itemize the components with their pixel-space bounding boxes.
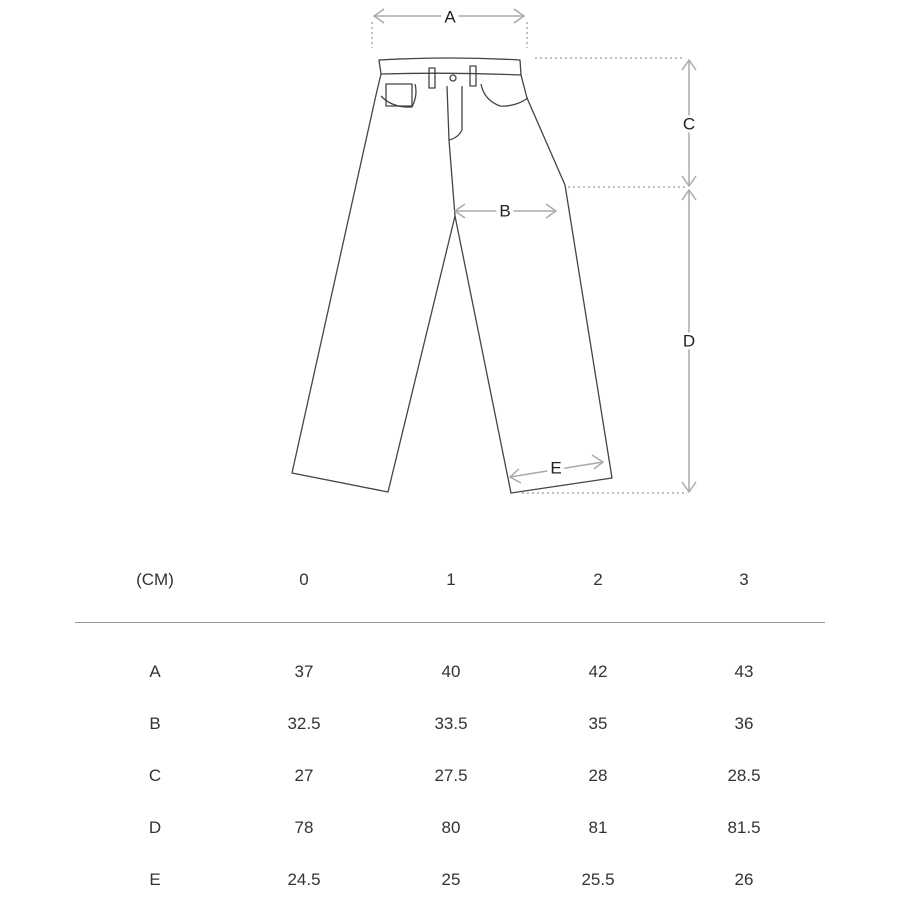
table-cell: 35	[588, 714, 608, 733]
dimension-label-e: E	[547, 460, 564, 477]
size-header: 2	[593, 570, 603, 589]
table-header-row	[75, 564, 825, 594]
table-cell: 27	[294, 766, 314, 785]
row-label: E	[149, 870, 161, 889]
table-cell: 25	[441, 870, 461, 889]
dimension-label-a: A	[441, 9, 458, 26]
table-cell: 26	[734, 870, 754, 889]
table-cell: 81	[588, 818, 608, 837]
table-row	[75, 812, 825, 842]
table-cell: 42	[588, 662, 608, 681]
size-header: 1	[446, 570, 456, 589]
table-cell: 81.5	[727, 818, 761, 837]
table-row	[75, 656, 825, 686]
table-cell: 43	[734, 662, 754, 681]
header-divider	[75, 622, 825, 623]
table-cell: 28.5	[727, 766, 761, 785]
table-row	[75, 864, 825, 894]
row-label: A	[149, 662, 161, 681]
table-cell: 24.5	[287, 870, 321, 889]
table-cell: 80	[441, 818, 461, 837]
size-header: 0	[299, 570, 309, 589]
size-header: 3	[739, 570, 749, 589]
dimension-label-c: C	[680, 116, 698, 133]
table-cell: 40	[441, 662, 461, 681]
table-cell: 25.5	[581, 870, 615, 889]
table-cell: 28	[588, 766, 608, 785]
row-label: B	[149, 714, 161, 733]
table-cell: 78	[294, 818, 314, 837]
dimension-label-d: D	[680, 333, 698, 350]
unit-header: (CM)	[136, 570, 174, 589]
table-cell: 37	[294, 662, 314, 681]
dimension-label-b: B	[496, 203, 513, 220]
table-cell: 36	[734, 714, 754, 733]
table-row	[75, 708, 825, 738]
table-cell: 32.5	[287, 714, 321, 733]
row-label: C	[148, 766, 162, 785]
table-cell: 33.5	[434, 714, 468, 733]
row-label: D	[148, 818, 162, 837]
table-row	[75, 760, 825, 790]
table-cell: 27.5	[434, 766, 468, 785]
